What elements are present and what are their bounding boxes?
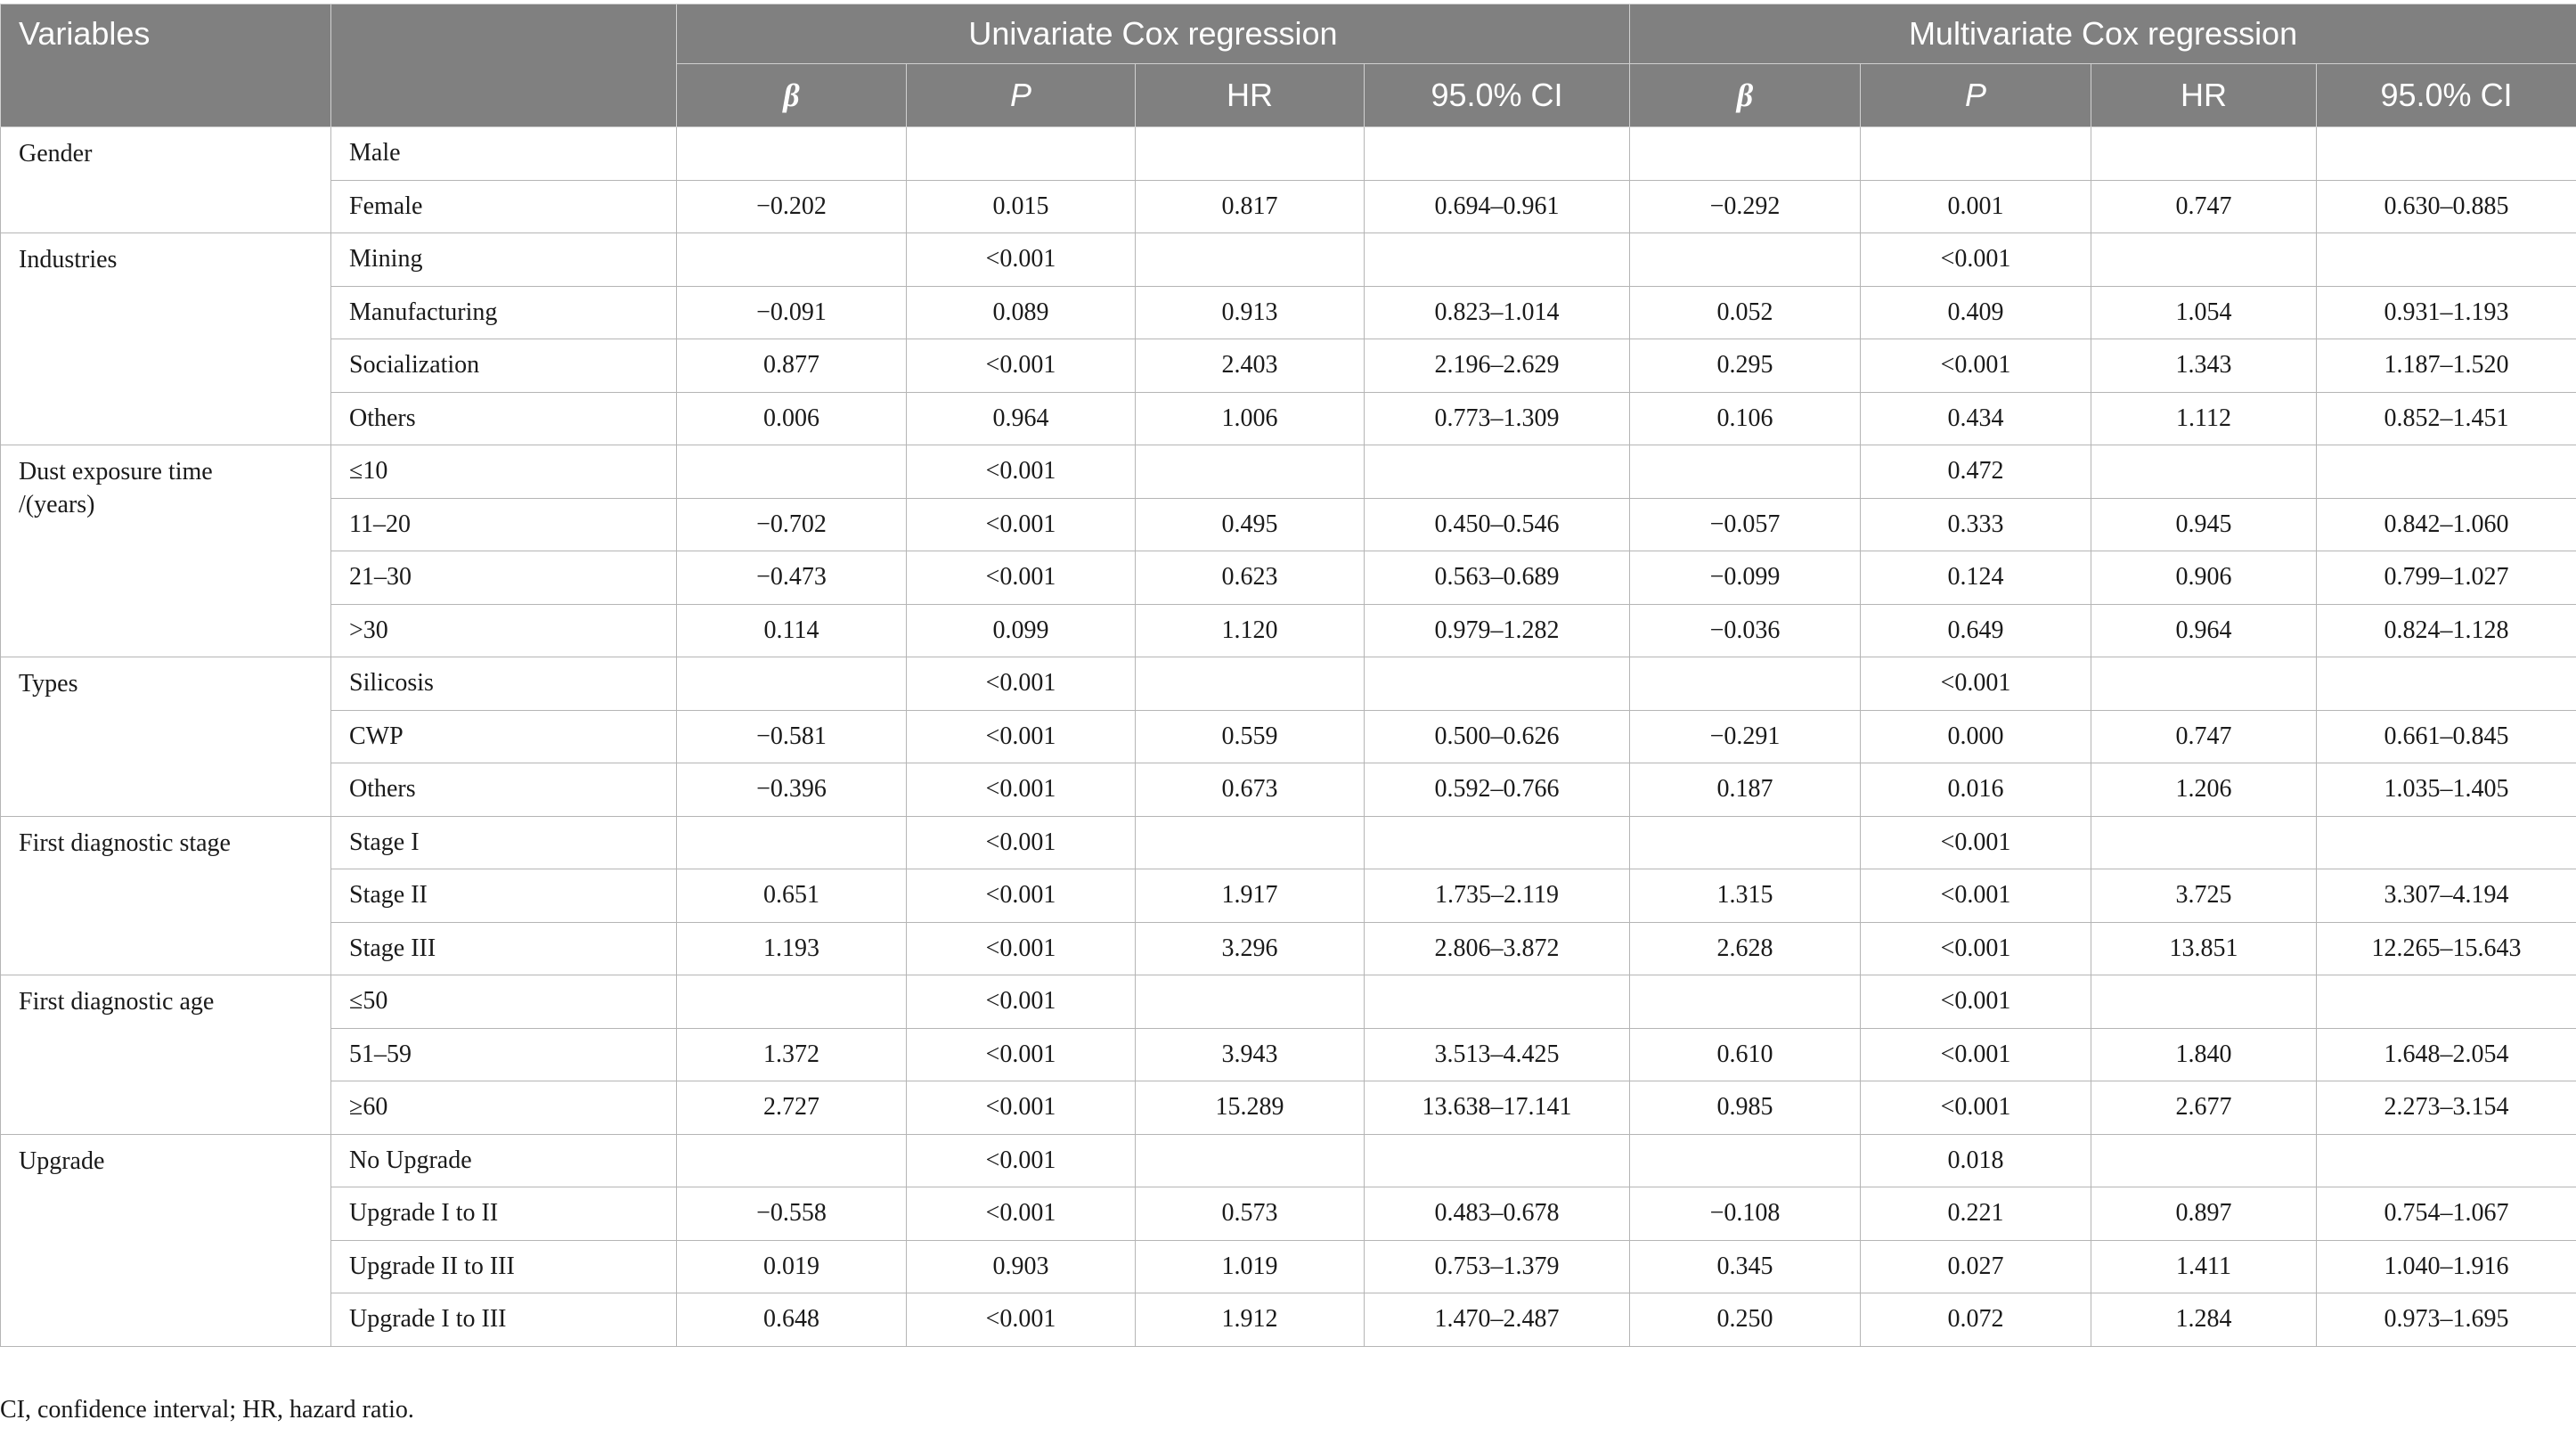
uni-beta-cell (677, 127, 907, 181)
multi-beta-cell (1630, 816, 1861, 869)
variable-cell (1, 816, 331, 975)
uni-beta-cell: −0.581 (677, 710, 907, 763)
uni-ci-cell (1365, 445, 1630, 499)
table-row (1, 1240, 2576, 1293)
uni-ci-cell: 0.563–0.689 (1365, 551, 1630, 605)
multi-ci-cell (2317, 657, 2576, 711)
table-row (1, 233, 2576, 287)
uni-p-cell: 0.089 (907, 286, 1136, 339)
uni-p-cell: <0.001 (907, 869, 1136, 923)
multi-ci-cell: 0.931–1.193 (2317, 286, 2576, 339)
multi-p-cell: 0.018 (1861, 1134, 2091, 1187)
multi-hr-cell: 1.054 (2091, 286, 2317, 339)
variable-cell (1, 127, 331, 233)
multi-p-cell: <0.001 (1861, 1081, 2091, 1135)
multi-p-cell: <0.001 (1861, 1028, 2091, 1081)
multi-ci-cell (2317, 816, 2576, 869)
uni-beta-cell (677, 816, 907, 869)
variable-name: First diagnostic stage (19, 828, 231, 857)
multi-beta-cell: −0.292 (1630, 180, 1861, 233)
level-cell: Stage II (331, 869, 677, 923)
variable-cell (1, 657, 331, 817)
uni-hr-cell: 0.573 (1136, 1187, 1365, 1241)
multi-beta-cell: −0.291 (1630, 710, 1861, 763)
uni-hr-cell (1136, 445, 1365, 499)
multi-ci-cell: 0.973–1.695 (2317, 1293, 2576, 1347)
uni-ci-cell: 0.450–0.546 (1365, 498, 1630, 551)
multi-p-cell: <0.001 (1861, 975, 2091, 1029)
multi-hr-cell: 3.725 (2091, 869, 2317, 923)
table-row (1, 1081, 2576, 1135)
uni-hr-cell (1136, 657, 1365, 711)
multi-beta-cell: −0.099 (1630, 551, 1861, 605)
multi-p-cell: 0.333 (1861, 498, 2091, 551)
uni-beta-cell (677, 233, 907, 287)
multi-beta-cell (1630, 445, 1861, 499)
header-multivariate: Multivariate Cox regression (1630, 4, 2576, 64)
uni-ci-cell: 0.979–1.282 (1365, 604, 1630, 657)
uni-hr-cell (1136, 816, 1365, 869)
multi-hr-cell: 0.964 (2091, 604, 2317, 657)
multi-hr-cell: 13.851 (2091, 922, 2317, 975)
level-cell: ≤10 (331, 445, 677, 499)
multi-hr-cell (2091, 233, 2317, 287)
uni-ci-cell: 0.483–0.678 (1365, 1187, 1630, 1241)
multi-p-cell: <0.001 (1861, 869, 2091, 923)
uni-hr-cell: 0.673 (1136, 763, 1365, 817)
header-uni-ci: 95.0% CI (1365, 64, 1630, 127)
uni-beta-cell (677, 975, 907, 1029)
uni-ci-cell: 0.823–1.014 (1365, 286, 1630, 339)
uni-ci-cell: 0.694–0.961 (1365, 180, 1630, 233)
multi-p-cell: 0.409 (1861, 286, 2091, 339)
multi-ci-cell: 0.661–0.845 (2317, 710, 2576, 763)
table-row (1, 445, 2576, 499)
multi-beta-cell (1630, 127, 1861, 181)
multi-ci-cell: 0.799–1.027 (2317, 551, 2576, 605)
uni-hr-cell: 1.917 (1136, 869, 1365, 923)
multi-hr-cell (2091, 445, 2317, 499)
level-cell: Stage III (331, 922, 677, 975)
table-row (1, 975, 2576, 1029)
cox-regression-table (0, 4, 2576, 1347)
variable-name: Gender (19, 140, 93, 167)
multi-ci-cell (2317, 975, 2576, 1029)
multi-p-cell: 0.434 (1861, 392, 2091, 445)
multi-hr-cell: 2.677 (2091, 1081, 2317, 1135)
uni-hr-cell: 0.559 (1136, 710, 1365, 763)
uni-p-cell: 0.964 (907, 392, 1136, 445)
uni-p-cell: <0.001 (907, 551, 1136, 605)
multi-beta-cell: 0.610 (1630, 1028, 1861, 1081)
level-cell: Stage I (331, 816, 677, 869)
header-multi-beta: β (1630, 64, 1861, 127)
variable-name: Dust exposure time (19, 458, 213, 485)
variable-cell (1, 975, 331, 1135)
variable-cell (1, 233, 331, 445)
table-row (1, 1134, 2576, 1187)
table-row (1, 1293, 2576, 1347)
multi-ci-cell: 1.648–2.054 (2317, 1028, 2576, 1081)
uni-ci-cell (1365, 1134, 1630, 1187)
level-cell: CWP (331, 710, 677, 763)
multi-p-cell: <0.001 (1861, 816, 2091, 869)
uni-beta-cell: 0.114 (677, 604, 907, 657)
table-row (1, 127, 2576, 181)
multi-beta-cell (1630, 657, 1861, 711)
table-row (1, 286, 2576, 339)
uni-beta-cell: −0.396 (677, 763, 907, 817)
table-row (1, 604, 2576, 657)
multi-p-cell: 0.001 (1861, 180, 2091, 233)
uni-beta-cell: −0.558 (677, 1187, 907, 1241)
multi-hr-cell (2091, 975, 2317, 1029)
uni-hr-cell: 15.289 (1136, 1081, 1365, 1135)
uni-ci-cell: 0.592–0.766 (1365, 763, 1630, 817)
variable-name: First diagnostic age (19, 988, 215, 1016)
table-row (1, 710, 2576, 763)
multi-p-cell: 0.472 (1861, 445, 2091, 499)
multi-hr-cell: 0.945 (2091, 498, 2317, 551)
uni-p-cell: <0.001 (907, 1028, 1136, 1081)
table-row (1, 922, 2576, 975)
uni-beta-cell: 2.727 (677, 1081, 907, 1135)
uni-ci-cell: 0.773–1.309 (1365, 392, 1630, 445)
multi-hr-cell: 0.747 (2091, 180, 2317, 233)
multi-p-cell: 0.124 (1861, 551, 2091, 605)
cox-regression-table-container (0, 4, 2576, 1347)
multi-ci-cell: 12.265–15.643 (2317, 922, 2576, 975)
multi-ci-cell (2317, 233, 2576, 287)
table-header (1, 4, 2576, 127)
uni-beta-cell (677, 657, 907, 711)
header-uni-beta: β (677, 64, 907, 127)
variable-cell (1, 445, 331, 657)
multi-beta-cell: 0.106 (1630, 392, 1861, 445)
header-uni-hr: HR (1136, 64, 1365, 127)
level-cell: Mining (331, 233, 677, 287)
uni-p-cell: 0.015 (907, 180, 1136, 233)
uni-hr-cell: 0.913 (1136, 286, 1365, 339)
level-cell: 11–20 (331, 498, 677, 551)
level-cell: Socialization (331, 339, 677, 393)
level-cell: Upgrade I to III (331, 1293, 677, 1347)
uni-p-cell: <0.001 (907, 922, 1136, 975)
multi-hr-cell: 0.897 (2091, 1187, 2317, 1241)
uni-hr-cell: 0.817 (1136, 180, 1365, 233)
table-row (1, 869, 2576, 923)
uni-hr-cell (1136, 233, 1365, 287)
multi-ci-cell: 1.187–1.520 (2317, 339, 2576, 393)
level-cell: >30 (331, 604, 677, 657)
uni-p-cell: <0.001 (907, 233, 1136, 287)
uni-beta-cell: −0.091 (677, 286, 907, 339)
level-cell: Manufacturing (331, 286, 677, 339)
multi-beta-cell: −0.108 (1630, 1187, 1861, 1241)
header-uni-p: P (907, 64, 1136, 127)
multi-ci-cell: 0.754–1.067 (2317, 1187, 2576, 1241)
uni-p-cell: <0.001 (907, 445, 1136, 499)
level-cell: ≥60 (331, 1081, 677, 1135)
multi-beta-cell: 1.315 (1630, 869, 1861, 923)
multi-p-cell: 0.027 (1861, 1240, 2091, 1293)
uni-ci-cell (1365, 127, 1630, 181)
level-cell: Others (331, 392, 677, 445)
uni-beta-cell: 0.877 (677, 339, 907, 393)
uni-p-cell: <0.001 (907, 339, 1136, 393)
level-cell: Silicosis (331, 657, 677, 711)
uni-p-cell: <0.001 (907, 763, 1136, 817)
multi-beta-cell (1630, 233, 1861, 287)
uni-ci-cell (1365, 975, 1630, 1029)
multi-ci-cell (2317, 445, 2576, 499)
multi-hr-cell: 1.840 (2091, 1028, 2317, 1081)
multi-ci-cell: 0.630–0.885 (2317, 180, 2576, 233)
header-multi-ci: 95.0% CI (2317, 64, 2576, 127)
table-row (1, 551, 2576, 605)
multi-hr-cell: 0.906 (2091, 551, 2317, 605)
multi-hr-cell (2091, 127, 2317, 181)
level-cell: Others (331, 763, 677, 817)
multi-beta-cell: 0.985 (1630, 1081, 1861, 1135)
level-cell: Male (331, 127, 677, 181)
table-row (1, 339, 2576, 393)
header-univariate: Univariate Cox regression (677, 4, 1630, 64)
multi-ci-cell (2317, 1134, 2576, 1187)
uni-hr-cell: 3.943 (1136, 1028, 1365, 1081)
uni-hr-cell (1136, 127, 1365, 181)
multi-hr-cell (2091, 1134, 2317, 1187)
multi-hr-cell: 1.112 (2091, 392, 2317, 445)
table-row (1, 1028, 2576, 1081)
uni-hr-cell: 1.120 (1136, 604, 1365, 657)
uni-ci-cell: 2.196–2.629 (1365, 339, 1630, 393)
uni-p-cell: <0.001 (907, 1187, 1136, 1241)
table-row (1, 816, 2576, 869)
uni-beta-cell: 1.372 (677, 1028, 907, 1081)
uni-ci-cell (1365, 816, 1630, 869)
variable-name: Types (19, 670, 78, 698)
uni-beta-cell: −0.702 (677, 498, 907, 551)
multi-beta-cell: −0.057 (1630, 498, 1861, 551)
uni-ci-cell (1365, 657, 1630, 711)
multi-beta-cell (1630, 975, 1861, 1029)
uni-ci-cell: 1.735–2.119 (1365, 869, 1630, 923)
multi-ci-cell: 2.273–3.154 (2317, 1081, 2576, 1135)
level-cell: 21–30 (331, 551, 677, 605)
uni-hr-cell: 1.006 (1136, 392, 1365, 445)
multi-p-cell (1861, 127, 2091, 181)
uni-ci-cell (1365, 233, 1630, 287)
uni-p-cell: 0.099 (907, 604, 1136, 657)
uni-p-cell: <0.001 (907, 975, 1136, 1029)
multi-p-cell: <0.001 (1861, 922, 2091, 975)
multi-p-cell: <0.001 (1861, 233, 2091, 287)
multi-ci-cell (2317, 127, 2576, 181)
multi-beta-cell: 0.052 (1630, 286, 1861, 339)
uni-p-cell: <0.001 (907, 657, 1136, 711)
multi-hr-cell (2091, 657, 2317, 711)
multi-ci-cell: 0.842–1.060 (2317, 498, 2576, 551)
uni-p-cell: <0.001 (907, 1293, 1136, 1347)
level-cell: No Upgrade (331, 1134, 677, 1187)
uni-beta-cell: −0.202 (677, 180, 907, 233)
table-footnote: CI, confidence interval; HR, hazard ratio. (0, 1396, 414, 1424)
uni-ci-cell: 2.806–3.872 (1365, 922, 1630, 975)
header-multi-hr: HR (2091, 64, 2317, 127)
table-row (1, 1187, 2576, 1241)
multi-p-cell: 0.649 (1861, 604, 2091, 657)
level-cell: ≤50 (331, 975, 677, 1029)
uni-p-cell: <0.001 (907, 816, 1136, 869)
multi-hr-cell: 1.343 (2091, 339, 2317, 393)
multi-beta-cell: 0.345 (1630, 1240, 1861, 1293)
uni-beta-cell: 0.006 (677, 392, 907, 445)
multi-hr-cell: 1.411 (2091, 1240, 2317, 1293)
uni-ci-cell: 13.638–17.141 (1365, 1081, 1630, 1135)
uni-beta-cell (677, 445, 907, 499)
table-row (1, 657, 2576, 711)
uni-hr-cell: 0.623 (1136, 551, 1365, 605)
variable-name: /(years) (19, 491, 95, 518)
multi-hr-cell: 1.206 (2091, 763, 2317, 817)
uni-beta-cell: −0.473 (677, 551, 907, 605)
uni-hr-cell: 2.403 (1136, 339, 1365, 393)
uni-p-cell (907, 127, 1136, 181)
level-cell: Upgrade II to III (331, 1240, 677, 1293)
uni-p-cell: <0.001 (907, 498, 1136, 551)
uni-ci-cell: 0.500–0.626 (1365, 710, 1630, 763)
multi-beta-cell (1630, 1134, 1861, 1187)
header-level-blank (331, 4, 677, 127)
level-cell: Female (331, 180, 677, 233)
multi-p-cell: 0.016 (1861, 763, 2091, 817)
uni-beta-cell: 0.648 (677, 1293, 907, 1347)
uni-beta-cell: 0.019 (677, 1240, 907, 1293)
uni-hr-cell: 1.019 (1136, 1240, 1365, 1293)
uni-hr-cell: 3.296 (1136, 922, 1365, 975)
multi-hr-cell (2091, 816, 2317, 869)
uni-beta-cell (677, 1134, 907, 1187)
uni-p-cell: <0.001 (907, 710, 1136, 763)
uni-beta-cell: 0.651 (677, 869, 907, 923)
multi-ci-cell: 0.852–1.451 (2317, 392, 2576, 445)
uni-p-cell: 0.903 (907, 1240, 1136, 1293)
multi-hr-cell: 1.284 (2091, 1293, 2317, 1347)
multi-beta-cell: −0.036 (1630, 604, 1861, 657)
uni-ci-cell: 0.753–1.379 (1365, 1240, 1630, 1293)
multi-beta-cell: 0.187 (1630, 763, 1861, 817)
multi-hr-cell: 0.747 (2091, 710, 2317, 763)
table-body (1, 127, 2576, 1347)
uni-hr-cell: 1.912 (1136, 1293, 1365, 1347)
multi-p-cell: 0.000 (1861, 710, 2091, 763)
multi-ci-cell: 1.035–1.405 (2317, 763, 2576, 817)
variable-name: Industries (19, 246, 118, 273)
level-cell: 51–59 (331, 1028, 677, 1081)
header-variables: Variables (1, 4, 331, 127)
variable-name: Upgrade (19, 1146, 105, 1175)
uni-p-cell: <0.001 (907, 1081, 1136, 1135)
multi-p-cell: 0.072 (1861, 1293, 2091, 1347)
header-multi-p: P (1861, 64, 2091, 127)
uni-ci-cell: 3.513–4.425 (1365, 1028, 1630, 1081)
level-cell: Upgrade I to II (331, 1187, 677, 1241)
table-row (1, 763, 2576, 817)
uni-hr-cell: 0.495 (1136, 498, 1365, 551)
multi-beta-cell: 0.250 (1630, 1293, 1861, 1347)
multi-p-cell: <0.001 (1861, 339, 2091, 393)
multi-beta-cell: 2.628 (1630, 922, 1861, 975)
uni-ci-cell: 1.470–2.487 (1365, 1293, 1630, 1347)
multi-p-cell: <0.001 (1861, 657, 2091, 711)
table-row (1, 498, 2576, 551)
multi-beta-cell: 0.295 (1630, 339, 1861, 393)
multi-ci-cell: 1.040–1.916 (2317, 1240, 2576, 1293)
multi-ci-cell: 3.307–4.194 (2317, 869, 2576, 923)
multi-ci-cell: 0.824–1.128 (2317, 604, 2576, 657)
uni-p-cell: <0.001 (907, 1134, 1136, 1187)
uni-hr-cell (1136, 1134, 1365, 1187)
uni-hr-cell (1136, 975, 1365, 1029)
variable-cell (1, 1134, 331, 1346)
table-row (1, 392, 2576, 445)
table-row (1, 180, 2576, 233)
multi-p-cell: 0.221 (1861, 1187, 2091, 1241)
uni-beta-cell: 1.193 (677, 922, 907, 975)
